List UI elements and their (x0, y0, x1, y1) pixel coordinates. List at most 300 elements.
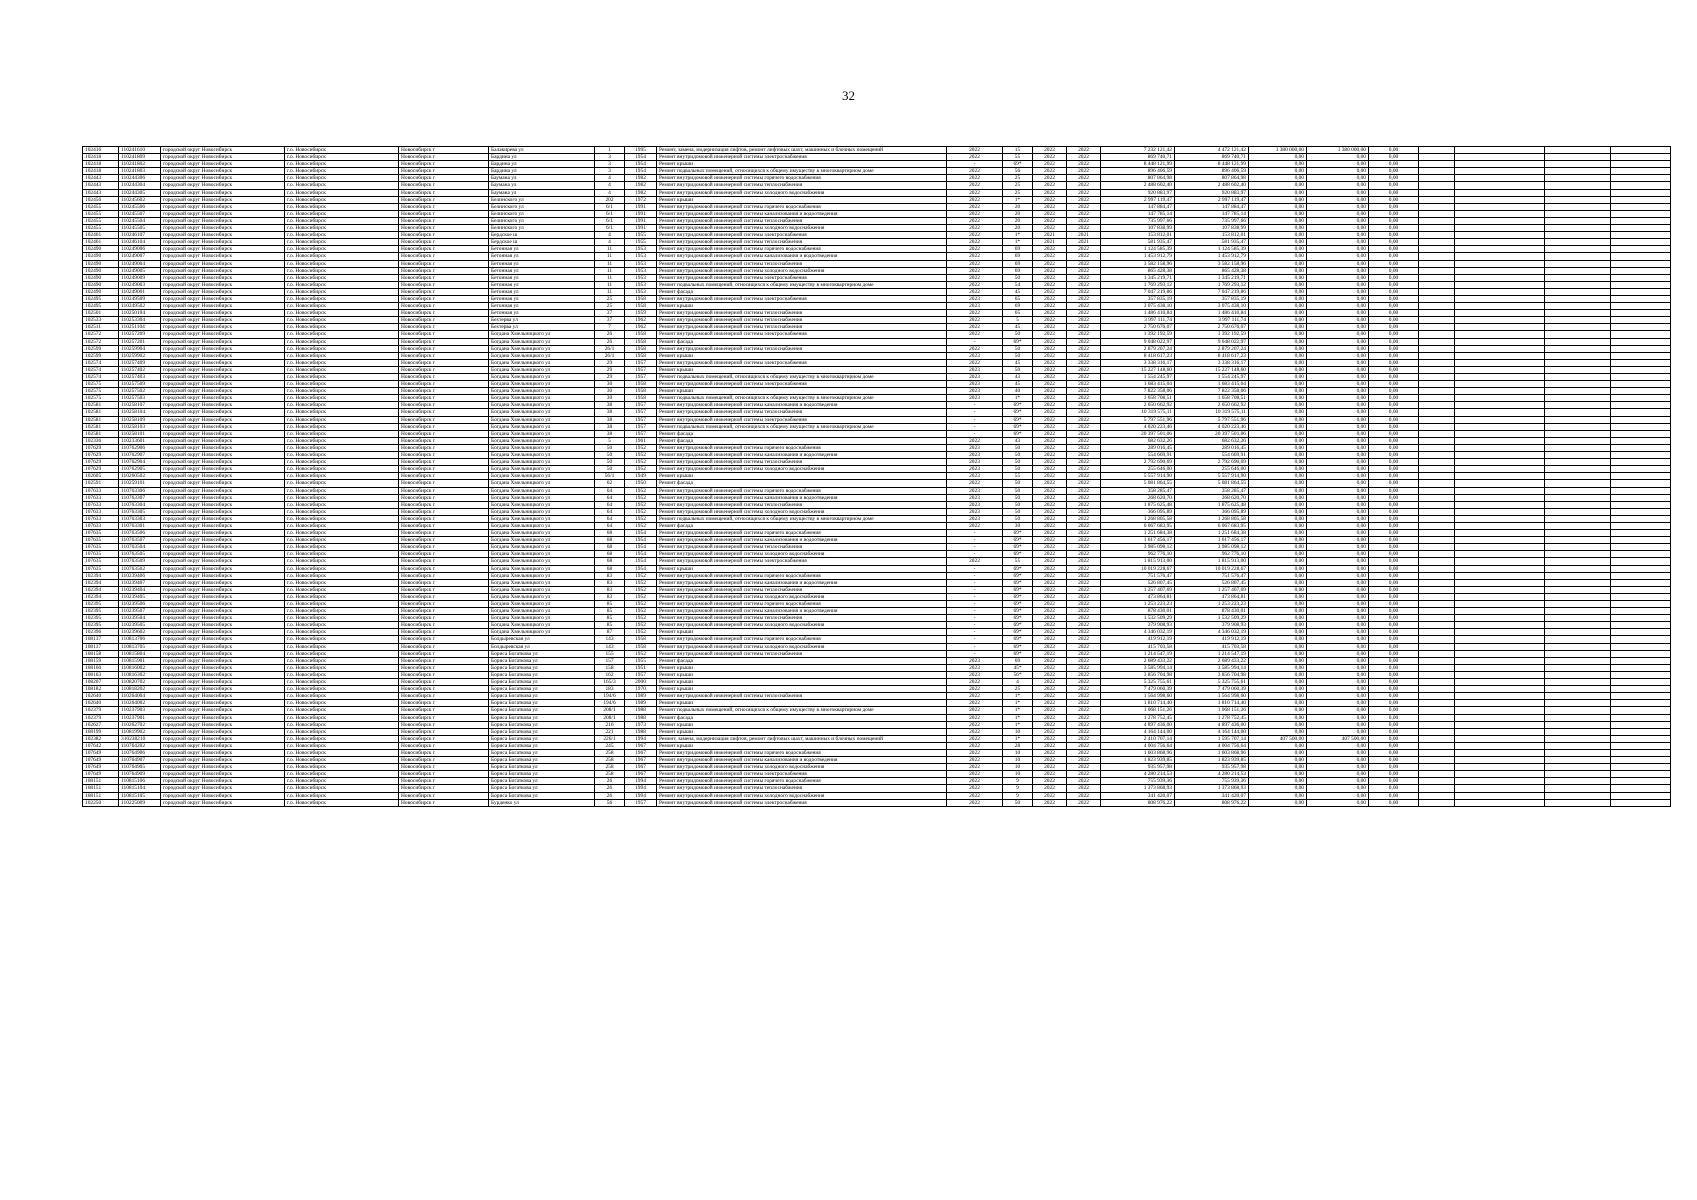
cell-street: Бардина ул (489, 168, 595, 175)
cell-local-budget-cost: 0,00 (1307, 374, 1369, 381)
cell-year-planned: - (947, 572, 1003, 579)
cell-total-cost: 1 373 868,93 (1101, 785, 1175, 792)
cell-total-cost: 1 251 684,38 (1101, 530, 1175, 537)
cell-fund-cost: 1 253 223,23 (1175, 601, 1249, 608)
cell-fund-cost: 1 214 547,19 (1175, 650, 1249, 657)
cell-locality: Новосибирск г (399, 281, 489, 288)
cell-year-end: 2022 (1067, 466, 1101, 473)
cell-house-number: 4 (595, 232, 625, 239)
cell-total-cost: 366 095,89 (1101, 508, 1175, 515)
cell-build-year: 1953 (625, 253, 657, 260)
cell-build-year: 1954 (625, 558, 657, 565)
cell-year-planned: 2022 (947, 700, 1003, 707)
cell-build-year: 1953 (625, 288, 657, 295)
cell-owner-cost: 0,00 (1369, 650, 1419, 657)
cell-work-id: 110763502 (119, 565, 161, 572)
cell-work-id: 110763507 (119, 537, 161, 544)
cell-settlement: г.о. Новосибирск (285, 473, 399, 480)
cell-work-id: 110257509 (119, 381, 161, 388)
cell-work-id: 110259904 (119, 345, 161, 352)
cell-empty (1545, 310, 1611, 317)
cell-year-start: 2022 (1033, 345, 1067, 352)
cell-house-number: 56 (595, 799, 625, 806)
cell-empty (1545, 579, 1611, 586)
cell-locality: Новосибирск г (399, 771, 489, 778)
cell-year-start: 2022 (1033, 317, 1067, 324)
cell-locality: Новосибирск г (399, 473, 489, 480)
cell-settlement: г.о. Новосибирск (285, 203, 399, 210)
cell-year-planned: 2022 (947, 707, 1003, 714)
cell-total-cost: 2 650 662,92 (1101, 402, 1175, 409)
cell-wear-percent: 30 (1003, 522, 1033, 529)
table-row (83, 388, 1671, 395)
cell-house-id: 102581 (83, 402, 119, 409)
cell-wear-percent: 69* (1003, 629, 1033, 636)
cell-work-type: Ремонт внутридомовой инженерной системы горячего водоснабжения (657, 778, 947, 785)
cell-year-end: 2022 (1067, 196, 1101, 203)
table-row (83, 643, 1671, 650)
cell-empty (1455, 544, 1545, 551)
cell-work-type: Ремонт фасада (657, 338, 947, 345)
cell-locality: Новосибирск г (399, 303, 489, 310)
cell-locality: Новосибирск г (399, 331, 489, 338)
cell-empty (1419, 480, 1455, 487)
cell-municipal-district: городской округ Новосибирск (161, 522, 285, 529)
cell-settlement: г.о. Новосибирск (285, 664, 399, 671)
cell-fund-cost: 4 346 032,19 (1175, 629, 1249, 636)
cell-house-number: 26 (595, 331, 625, 338)
cell-budget-cost: 0,00 (1249, 409, 1307, 416)
cell-house-number: 3 (595, 168, 625, 175)
cell-empty (1611, 579, 1671, 586)
cell-wear-percent: 10 (1003, 764, 1033, 771)
cell-year-planned: 2023 (947, 501, 1003, 508)
cell-settlement: г.о. Новосибирск (285, 480, 399, 487)
cell-municipal-district: городской округ Новосибирск (161, 742, 285, 749)
cell-empty (1545, 778, 1611, 785)
cell-locality: Новосибирск г (399, 508, 489, 515)
cell-empty (1611, 352, 1671, 359)
cell-empty (1611, 295, 1671, 302)
cell-house-number: 29 (595, 374, 625, 381)
cell-year-end: 2022 (1067, 203, 1101, 210)
cell-municipal-district: городской округ Новосибирск (161, 629, 285, 636)
cell-house-id: 108199 (83, 728, 119, 735)
cell-empty (1419, 679, 1455, 686)
cell-year-planned: 2023 (947, 487, 1003, 494)
cell-build-year: 1958 (625, 331, 657, 338)
cell-municipal-district: городской округ Новосибирск (161, 537, 285, 544)
cell-work-type: Ремонт внутридомовой инженерной системы теплоснабжения (657, 650, 947, 657)
cell-work-id: 110264004 (119, 693, 161, 700)
cell-empty (1611, 501, 1671, 508)
cell-work-type: Ремонт внутридомовой инженерной системы канализования и водоотведения (657, 402, 947, 409)
cell-local-budget-cost: 0,00 (1307, 225, 1369, 232)
cell-owner-cost: 0,00 (1369, 778, 1419, 785)
cell-empty (1455, 657, 1545, 664)
cell-settlement: г.о. Новосибирск (285, 175, 399, 182)
table-row (83, 196, 1671, 203)
table-row (83, 799, 1671, 806)
cell-locality: Новосибирск г (399, 189, 489, 196)
cell-owner-cost: 0,00 (1369, 480, 1419, 487)
cell-budget-cost: 0,00 (1249, 728, 1307, 735)
cell-work-type: Ремонт крыши (657, 664, 947, 671)
cell-empty (1611, 225, 1671, 232)
cell-build-year: 1953 (625, 274, 657, 281)
cell-owner-cost: 0,00 (1369, 444, 1419, 451)
cell-local-budget-cost: 0,00 (1307, 459, 1369, 466)
cell-empty (1611, 430, 1671, 437)
cell-empty (1455, 225, 1545, 232)
cell-year-start: 2022 (1033, 572, 1067, 579)
cell-settlement: г.о. Новосибирск (285, 558, 399, 565)
cell-wear-percent: 9 (1003, 792, 1033, 799)
cell-fund-cost: 1 251 684,38 (1175, 530, 1249, 537)
cell-empty (1419, 331, 1455, 338)
cell-year-planned: 2022 (947, 225, 1003, 232)
cell-budget-cost: 0,00 (1249, 530, 1307, 537)
cell-empty (1545, 288, 1611, 295)
cell-empty (1419, 551, 1455, 558)
table-row (83, 601, 1671, 608)
cell-budget-cost: 0,00 (1249, 317, 1307, 324)
cell-empty (1611, 643, 1671, 650)
cell-street: Бетонная ул (489, 303, 595, 310)
cell-local-budget-cost: 0,00 (1307, 608, 1369, 615)
cell-house-id: 102533 (83, 317, 119, 324)
cell-fund-cost: 7 822 358,06 (1175, 388, 1249, 395)
cell-empty (1455, 700, 1545, 707)
cell-local-budget-cost: 0,00 (1307, 352, 1369, 359)
cell-work-id: 110764906 (119, 749, 161, 756)
cell-year-planned: 2022 (947, 281, 1003, 288)
table-row (83, 274, 1671, 281)
cell-empty (1611, 728, 1671, 735)
cell-locality: Новосибирск г (399, 345, 489, 352)
cell-local-budget-cost: 0,00 (1307, 593, 1369, 600)
cell-empty (1611, 657, 1671, 664)
cell-municipal-district: городской округ Новосибирск (161, 274, 285, 281)
cell-work-id: 110239505 (119, 622, 161, 629)
cell-wear-percent: 10 (1003, 749, 1033, 756)
cell-fund-cost: 8 448 121,99 (1175, 161, 1249, 168)
cell-total-cost: 1 124 585,39 (1101, 246, 1175, 253)
cell-local-budget-cost: 0,00 (1307, 395, 1369, 402)
cell-work-id: 110258109 (119, 416, 161, 423)
cell-house-number: 85 (595, 622, 625, 629)
cell-work-type: Ремонт внутридомовой инженерной системы горячего водоснабжения (657, 203, 947, 210)
cell-empty (1419, 189, 1455, 196)
cell-house-number: 258 (595, 764, 625, 771)
cell-empty (1611, 147, 1671, 154)
cell-locality: Новосибирск г (399, 288, 489, 295)
cell-empty (1611, 792, 1671, 799)
cell-locality: Новосибирск г (399, 572, 489, 579)
cell-empty (1611, 778, 1671, 785)
cell-empty (1455, 629, 1545, 636)
cell-house-id: 102572 (83, 331, 119, 338)
table-row (83, 785, 1671, 792)
cell-work-type: Ремонт внутридомовой инженерной системы теплоснабжения (657, 317, 947, 324)
cell-fund-cost: 107 838,99 (1175, 225, 1249, 232)
cell-fund-cost: 2 792 690,69 (1175, 459, 1249, 466)
cell-owner-cost: 0,00 (1369, 679, 1419, 686)
cell-house-id: 108151 (83, 778, 119, 785)
cell-house-id: 102250 (83, 799, 119, 806)
cell-wear-percent: 10 (1003, 728, 1033, 735)
cell-house-id: 102490 (83, 281, 119, 288)
cell-work-type: Ремонт внутридомовой инженерной системы горячего водоснабжения (657, 175, 947, 182)
cell-house-number: 85 (595, 601, 625, 608)
cell-fund-cost: 153 812,01 (1175, 232, 1249, 239)
cell-owner-cost: 0,00 (1369, 664, 1419, 671)
cell-house-id: 108163 (83, 671, 119, 678)
cell-year-planned: 2022 (947, 480, 1003, 487)
cell-settlement: г.о. Новосибирск (285, 643, 399, 650)
cell-owner-cost: 0,00 (1369, 622, 1419, 629)
cell-year-planned: 2022 (947, 288, 1003, 295)
cell-empty (1545, 430, 1611, 437)
cell-empty (1455, 246, 1545, 253)
cell-owner-cost: 0,00 (1369, 409, 1419, 416)
cell-empty (1545, 253, 1611, 260)
cell-year-planned: 2022 (947, 232, 1003, 239)
cell-empty (1611, 437, 1671, 444)
cell-house-number: 7 (595, 324, 625, 331)
cell-locality: Новосибирск г (399, 565, 489, 572)
cell-empty (1545, 473, 1611, 480)
cell-house-number: 29 (595, 359, 625, 366)
cell-empty (1455, 785, 1545, 792)
cell-fund-cost: 379 908,93 (1175, 622, 1249, 629)
cell-street: Богдана Хмельницкого ул (489, 558, 595, 565)
cell-budget-cost: 0,00 (1249, 168, 1307, 175)
cell-year-start: 2022 (1033, 154, 1067, 161)
cell-locality: Новосибирск г (399, 225, 489, 232)
cell-wear-percent: 43 (1003, 437, 1033, 444)
cell-wear-percent: 40 (1003, 388, 1033, 395)
cell-locality: Новосибирск г (399, 757, 489, 764)
cell-settlement: г.о. Новосибирск (285, 161, 399, 168)
cell-total-cost: 682 632,26 (1101, 437, 1175, 444)
cell-empty (1455, 742, 1545, 749)
cell-work-id: 110816002 (119, 664, 161, 671)
cell-year-end: 2022 (1067, 799, 1101, 806)
cell-empty (1419, 338, 1455, 345)
cell-street: Богдана Хмельницкого ул (489, 551, 595, 558)
cell-empty (1455, 650, 1545, 657)
cell-local-budget-cost: 0,00 (1307, 579, 1369, 586)
cell-local-budget-cost: 0,00 (1307, 246, 1369, 253)
cell-year-planned: - (947, 650, 1003, 657)
cell-wear-percent: 56 (1003, 168, 1033, 175)
cell-total-cost: 3 985 098,12 (1101, 544, 1175, 551)
cell-empty (1611, 693, 1671, 700)
cell-fund-cost: 3 985 098,12 (1175, 544, 1249, 551)
cell-budget-cost: 0,00 (1249, 246, 1307, 253)
cell-year-planned: 2022 (947, 771, 1003, 778)
cell-house-id: 102455 (83, 217, 119, 224)
cell-empty (1611, 189, 1671, 196)
cell-work-id: 110239506 (119, 601, 161, 608)
cell-work-id: 110763509 (119, 558, 161, 565)
cell-empty (1611, 253, 1671, 260)
cell-settlement: г.о. Новосибирск (285, 721, 399, 728)
cell-budget-cost: 0,00 (1249, 388, 1307, 395)
cell-empty (1611, 381, 1671, 388)
cell-house-id: 102443 (83, 175, 119, 182)
cell-year-start: 2022 (1033, 225, 1067, 232)
cell-locality: Новосибирск г (399, 707, 489, 714)
cell-work-id: 110258101 (119, 430, 161, 437)
cell-work-id: 110764202 (119, 742, 161, 749)
cell-settlement: г.о. Новосибирск (285, 501, 399, 508)
cell-work-type: Ремонт внутридомовой инженерной системы канализования и водоотведения (657, 579, 947, 586)
cell-empty (1419, 735, 1455, 742)
cell-house-id: 107629 (83, 444, 119, 451)
cell-work-id: 110241610 (119, 147, 161, 154)
cell-empty (1419, 721, 1455, 728)
table-row (83, 522, 1671, 529)
cell-year-end: 2022 (1067, 579, 1101, 586)
table-row (83, 288, 1671, 295)
cell-empty (1419, 508, 1455, 515)
cell-municipal-district: городской округ Новосибирск (161, 345, 285, 352)
cell-year-end: 2022 (1067, 593, 1101, 600)
cell-work-id: 110249001 (119, 288, 161, 295)
cell-local-budget-cost: 0,00 (1307, 565, 1369, 572)
cell-house-number: 64 (595, 515, 625, 522)
cell-local-budget-cost: 0,00 (1307, 267, 1369, 274)
cell-year-end: 2022 (1067, 416, 1101, 423)
cell-year-end: 2022 (1067, 409, 1101, 416)
cell-empty (1611, 281, 1671, 288)
table-row (83, 686, 1671, 693)
cell-local-budget-cost: 0,00 (1307, 338, 1369, 345)
cell-street: Богдана Хмельницкого ул (489, 544, 595, 551)
cell-budget-cost: 0,00 (1249, 232, 1307, 239)
cell-empty (1611, 246, 1671, 253)
cell-wear-percent: 50 (1003, 480, 1033, 487)
cell-wear-percent: 50 (1003, 501, 1033, 508)
cell-year-planned: 2022 (947, 728, 1003, 735)
cell-year-start: 2022 (1033, 671, 1067, 678)
cell-build-year: 1988 (625, 707, 657, 714)
cell-empty (1455, 423, 1545, 430)
cell-empty (1419, 452, 1455, 459)
cell-year-start: 2022 (1033, 686, 1067, 693)
cell-year-start: 2022 (1033, 416, 1067, 423)
cell-budget-cost: 0,00 (1249, 778, 1307, 785)
cell-budget-cost: 0,00 (1249, 288, 1307, 295)
cell-total-cost: 865 428,38 (1101, 267, 1175, 274)
cell-house-number: 26 (595, 778, 625, 785)
cell-empty (1611, 544, 1671, 551)
cell-empty (1545, 735, 1611, 742)
cell-work-type: Ремонт подвальных помещений, относящихся к общему имуществу в многоквартирном доме (657, 168, 947, 175)
cell-empty (1455, 444, 1545, 451)
cell-local-budget-cost: 0,00 (1307, 175, 1369, 182)
cell-work-id: 110239406 (119, 572, 161, 579)
table-row (83, 168, 1671, 175)
cell-settlement: г.о. Новосибирск (285, 217, 399, 224)
cell-build-year: 1952 (625, 572, 657, 579)
cell-local-budget-cost: 0,00 (1307, 430, 1369, 437)
cell-fund-cost: 4 004 756,64 (1175, 742, 1249, 749)
cell-locality: Новосибирск г (399, 664, 489, 671)
cell-wear-percent: 69 (1003, 260, 1033, 267)
cell-empty (1611, 742, 1671, 749)
cell-house-id: 107633 (83, 487, 119, 494)
cell-settlement: г.о. Новосибирск (285, 189, 399, 196)
cell-empty (1545, 671, 1611, 678)
cell-year-start: 2022 (1033, 735, 1067, 742)
cell-budget-cost: 0,00 (1249, 480, 1307, 487)
cell-empty (1545, 714, 1611, 721)
cell-empty (1455, 459, 1545, 466)
cell-house-id: 102461 (83, 239, 119, 246)
cell-year-end: 2022 (1067, 657, 1101, 664)
cell-settlement: г.о. Новосибирск (285, 409, 399, 416)
cell-year-start: 2022 (1033, 757, 1067, 764)
cell-municipal-district: городской округ Новосибирск (161, 749, 285, 756)
cell-empty (1455, 494, 1545, 501)
cell-municipal-district: городской округ Новосибирск (161, 196, 285, 203)
cell-street: Бориса Богаткова ул (489, 707, 595, 714)
cell-work-type: Ремонт внутридомовой инженерной системы горячего водоснабжения (657, 601, 947, 608)
cell-budget-cost: 0,00 (1249, 601, 1307, 608)
cell-wear-percent: 69* (1003, 544, 1033, 551)
cell-year-start: 2022 (1033, 551, 1067, 558)
cell-owner-cost: 0,00 (1369, 217, 1419, 224)
cell-local-budget-cost: 0,00 (1307, 508, 1369, 515)
cell-empty (1455, 622, 1545, 629)
cell-total-cost: 15 227 148,60 (1101, 366, 1175, 373)
cell-empty (1545, 615, 1611, 622)
cell-local-budget-cost: 0,00 (1307, 707, 1369, 714)
cell-locality: Новосибирск г (399, 409, 489, 416)
cell-wear-percent: 45 (1003, 359, 1033, 366)
cell-work-type: Ремонт внутридомовой инженерной системы горячего водоснабжения (657, 636, 947, 643)
cell-budget-cost: 0,00 (1249, 572, 1307, 579)
table-row (83, 437, 1671, 444)
cell-work-type: Ремонт крыши (657, 671, 947, 678)
cell-empty (1455, 388, 1545, 395)
cell-house-id: 102455 (83, 210, 119, 217)
cell-empty (1611, 317, 1671, 324)
cell-year-start: 2022 (1033, 657, 1067, 664)
cell-wear-percent: 25 (1003, 175, 1033, 182)
cell-street: Бердское ш (489, 239, 595, 246)
cell-year-end: 2022 (1067, 778, 1101, 785)
cell-empty (1611, 572, 1671, 579)
cell-settlement: г.о. Новосибирск (285, 735, 399, 742)
cell-street: Богдана Хмельницкого ул (489, 629, 595, 636)
cell-municipal-district: городской округ Новосибирск (161, 572, 285, 579)
cell-street: Богдана Хмельницкого ул (489, 459, 595, 466)
cell-settlement: г.о. Новосибирск (285, 778, 399, 785)
cell-street: Богдана Хмельницкого ул (489, 487, 595, 494)
cell-settlement: г.о. Новосибирск (285, 714, 399, 721)
cell-budget-cost: 0,00 (1249, 175, 1307, 182)
cell-build-year: 1949 (625, 473, 657, 480)
cell-work-type: Ремонт внутридомовой инженерной системы теплоснабжения (657, 785, 947, 792)
cell-build-year: 1957 (625, 366, 657, 373)
cell-owner-cost: 0,00 (1369, 707, 1419, 714)
cell-budget-cost: 0,00 (1249, 295, 1307, 302)
cell-budget-cost: 0,00 (1249, 757, 1307, 764)
